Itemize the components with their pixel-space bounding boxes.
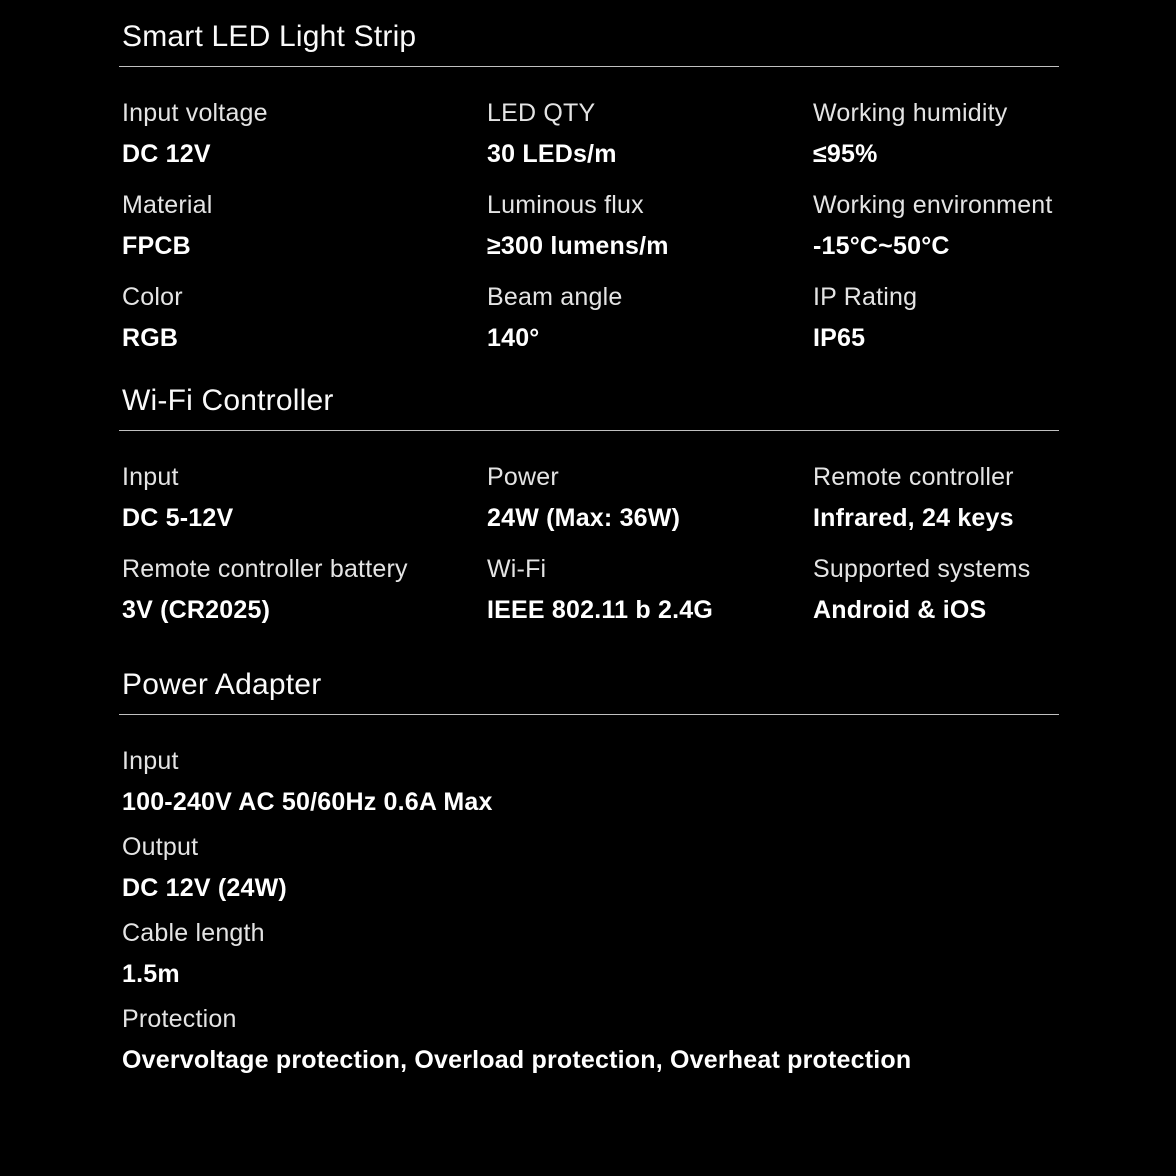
spec-label: Wi-Fi: [487, 555, 547, 583]
spec-label: Power: [487, 463, 559, 491]
spec-label: Luminous flux: [487, 191, 644, 219]
spec-item: [119, 551, 484, 628]
spec-value: 3V (CR2025): [122, 596, 271, 624]
spec-item: [119, 915, 1059, 992]
spec-value: Android & iOS: [813, 596, 987, 624]
spec-value: FPCB: [122, 232, 191, 260]
section-led-light-strip: [119, 18, 1059, 371]
spec-label: Input voltage: [122, 99, 268, 127]
spec-value: IP65: [813, 324, 866, 352]
spec-value: DC 5-12V: [122, 504, 234, 532]
spec-item: [484, 95, 810, 172]
spec-value: DC 12V (24W): [122, 874, 287, 902]
spec-item: [119, 743, 1059, 820]
spec-label: Protection: [122, 1005, 237, 1033]
spec-value: DC 12V: [122, 140, 211, 168]
spec-item: [810, 459, 1059, 536]
spec-sheet-content: [119, 0, 1059, 1078]
section-divider: [119, 430, 1059, 431]
spec-label: Output: [122, 833, 199, 861]
section-title: Wi-Fi Controller: [122, 384, 334, 417]
spec-item: [810, 95, 1059, 172]
spec-label: Cable length: [122, 919, 265, 947]
section-divider: [119, 714, 1059, 715]
section-wifi-controller: [119, 382, 1059, 643]
spec-label: Remote controller battery: [122, 555, 408, 583]
spec-value: 100-240V AC 50/60Hz 0.6A Max: [122, 788, 493, 816]
section-power-adapter: [119, 666, 1059, 1078]
spec-item: [810, 187, 1059, 264]
spec-label: Working humidity: [813, 99, 1008, 127]
spec-label: Beam angle: [487, 283, 623, 311]
spec-item: [484, 187, 810, 264]
spec-label: IP Rating: [813, 283, 918, 311]
spec-item: [119, 829, 1059, 906]
spec-item: [119, 187, 484, 264]
spec-item: [484, 279, 810, 356]
spec-item: [484, 459, 810, 536]
spec-label: Supported systems: [813, 555, 1031, 583]
spec-item: [119, 1001, 1059, 1078]
spec-value: 30 LEDs/m: [487, 140, 617, 168]
spec-value: 24W (Max: 36W): [487, 504, 681, 532]
section-divider: [119, 66, 1059, 67]
spec-value: Infrared, 24 keys: [813, 504, 1014, 532]
spec-label: Color: [122, 283, 183, 311]
spec-grid: [119, 95, 1059, 371]
spec-value: Overvoltage protection, Overload protection, Overheat protection: [122, 1046, 912, 1074]
spec-label: Input: [122, 463, 179, 491]
spec-value: 140°: [487, 324, 540, 352]
spec-item: [484, 551, 810, 628]
spec-item: [119, 95, 484, 172]
spec-label: Material: [122, 191, 213, 219]
spec-value: 1.5m: [122, 960, 180, 988]
spec-label: Input: [122, 747, 179, 775]
spec-value: ≤95%: [813, 140, 878, 168]
spec-value: -15°C~50°C: [813, 232, 950, 260]
section-title: Power Adapter: [122, 668, 322, 701]
spec-label: LED QTY: [487, 99, 596, 127]
section-title: Smart LED Light Strip: [122, 20, 417, 53]
spec-label: Working environment: [813, 191, 1053, 219]
spec-label: Remote controller: [813, 463, 1014, 491]
spec-item: [119, 459, 484, 536]
spec-item: [810, 279, 1059, 356]
spec-item: [119, 279, 484, 356]
spec-value: ≥300 lumens/m: [487, 232, 669, 260]
spec-item: [810, 551, 1059, 628]
spec-value: IEEE 802.11 b 2.4G: [487, 596, 713, 624]
spec-grid: [119, 459, 1059, 643]
spec-list: [119, 743, 1059, 1078]
spec-value: RGB: [122, 324, 179, 352]
